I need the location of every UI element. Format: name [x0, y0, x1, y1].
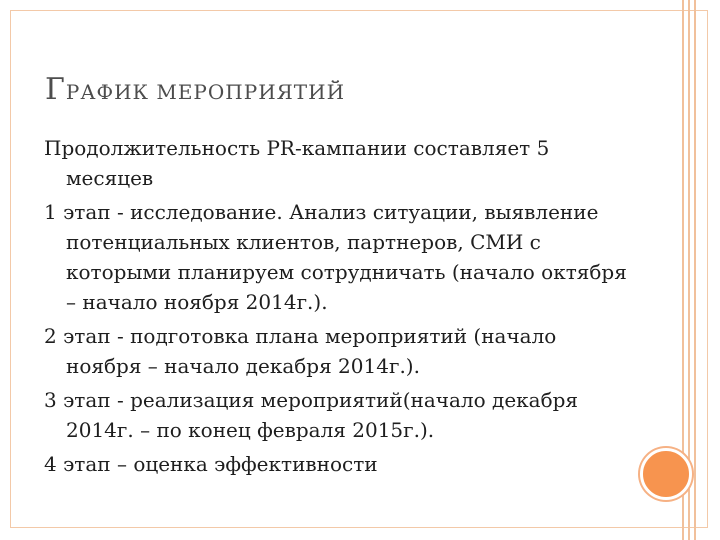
slide-body — [44, 133, 634, 483]
decorative-line-3 — [694, 0, 696, 540]
paragraph-duration: Продолжительность PR-кампании составляет 5 месяцев — [44, 136, 550, 190]
slide-title-rest: РАФИК МЕРОПРИЯТИЙ — [65, 80, 346, 104]
paragraph-stage-4: 4 этап – оценка эффективности — [44, 452, 378, 476]
slide-title — [45, 72, 345, 107]
decorative-circle — [640, 448, 692, 500]
paragraph-stage-2: 2 этап - подготовка плана мероприятий (начало ноября – начало декабря 2014г.). — [44, 324, 557, 378]
slide-title-initial: Г — [45, 72, 66, 107]
paragraph-stage-3: 3 этап - реализация мероприятий(начало декабря 2014г. – по конец февраля 2015г.). — [44, 388, 579, 442]
decorative-line-2 — [688, 0, 690, 540]
paragraph-stage-1: 1 этап - исследование. Анализ ситуации, выявление потенциальных клиентов, партнеров, СМИ с которыми планируем сотрудничать (начало октября – начало ноября 2014г.). — [44, 200, 627, 314]
